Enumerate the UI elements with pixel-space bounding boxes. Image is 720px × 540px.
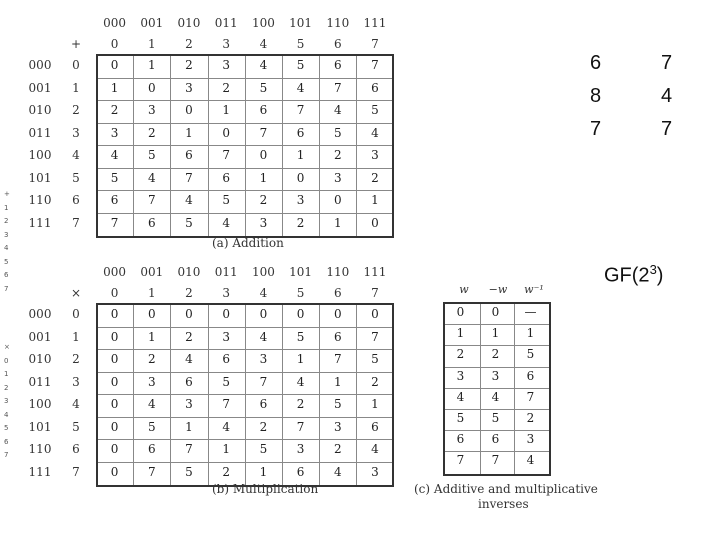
- row-binary-header: 010: [28, 103, 52, 117]
- row-decimal-header: 5: [72, 419, 80, 434]
- side-mark: +: [4, 190, 10, 198]
- table-cell: 6: [259, 397, 268, 411]
- column-binary-header: 001: [140, 265, 164, 279]
- inverse-cell: 5: [491, 411, 500, 425]
- side-mark: 3: [4, 230, 9, 239]
- grid-hline: [445, 430, 549, 431]
- table-cell: 5: [185, 464, 193, 479]
- column-decimal-header: 2: [185, 37, 193, 51]
- table-cell: 0: [296, 170, 305, 185]
- table-cell: 5: [147, 419, 156, 434]
- row-decimal-header: 0: [72, 58, 80, 72]
- table-cell: 1: [147, 329, 156, 344]
- table-cell: 2: [222, 464, 230, 479]
- table-cell: 3: [147, 374, 156, 389]
- table-cell: 2: [296, 397, 305, 411]
- row-binary-header: 001: [28, 329, 52, 344]
- inverse-cell: 4: [456, 389, 465, 404]
- table-cell: 3: [110, 125, 119, 140]
- table-cell: 1: [296, 352, 305, 366]
- table-cell: 0: [296, 307, 305, 321]
- table-cell: 0: [110, 58, 119, 72]
- column-decimal-header: 2: [185, 286, 193, 300]
- column-binary-header: 110: [326, 265, 350, 279]
- table-cell: 0: [110, 419, 119, 434]
- table-cell: 0: [110, 329, 119, 344]
- table-cell: 3: [296, 442, 305, 456]
- side-mark: ×: [4, 343, 10, 351]
- table-cell: 1: [110, 80, 119, 95]
- table-cell: 7: [333, 352, 342, 366]
- table-cell: 6: [259, 103, 268, 117]
- table-cell: 0: [185, 103, 193, 117]
- table-cell: 7: [222, 148, 230, 162]
- table-cell: 0: [110, 442, 119, 456]
- table-cell: 1: [296, 148, 305, 162]
- table-cell: 3: [147, 103, 156, 117]
- table-cell: 1: [185, 125, 193, 140]
- inverse-cell: 2: [526, 411, 535, 425]
- table-cell: 7: [371, 329, 379, 344]
- column-decimal-header: 0: [110, 286, 119, 300]
- row-decimal-header: 1: [72, 329, 80, 344]
- table-cell: 7: [147, 464, 156, 479]
- table-cell: 1: [222, 442, 230, 456]
- column-binary-header: 011: [214, 16, 238, 30]
- column-decimal-header: 7: [371, 286, 379, 300]
- table-cell: 2: [185, 329, 193, 344]
- table-cell: 6: [110, 193, 119, 207]
- inverse-cell: 7: [491, 453, 500, 468]
- inverse-column-header: w: [459, 283, 469, 296]
- inverse-column-header: −w: [488, 283, 508, 296]
- column-decimal-header: 3: [222, 37, 230, 51]
- table-cell: 0: [333, 193, 342, 207]
- column-binary-header: 111: [363, 265, 387, 279]
- table-cell: 6: [371, 80, 379, 95]
- table-cell: 5: [147, 148, 156, 162]
- grid-hline: [98, 213, 392, 214]
- table-cell: 5: [222, 374, 230, 389]
- table-cell: 1: [222, 103, 230, 117]
- side-mark: 7: [4, 284, 9, 293]
- column-decimal-header: 0: [110, 37, 119, 51]
- inverse-cell: 0: [491, 305, 500, 319]
- inverse-caption-line2: inverses: [478, 497, 529, 511]
- table-cell: 7: [147, 193, 156, 207]
- table-caption: (a) Addition: [212, 236, 284, 250]
- table-cell: 7: [185, 442, 193, 456]
- table-cell: 3: [371, 148, 379, 162]
- table-cell: 6: [296, 464, 305, 479]
- table-cell: 6: [222, 352, 230, 366]
- row-decimal-header: 0: [72, 307, 80, 321]
- side-mark: 5: [4, 257, 9, 266]
- table-cell: 1: [185, 419, 193, 434]
- table-cell: 7: [371, 58, 379, 72]
- inverse-cell: 1: [456, 326, 465, 341]
- column-binary-header: 000: [103, 265, 127, 279]
- table-cell: 0: [259, 307, 268, 321]
- table-cell: 0: [147, 307, 156, 321]
- overlay-number: 7: [590, 118, 602, 140]
- column-binary-header: 100: [251, 265, 275, 279]
- row-decimal-header: 7: [72, 464, 80, 479]
- operator-symbol: ×: [70, 286, 82, 300]
- table-cell: 1: [259, 464, 268, 479]
- table-caption: (b) Multiplication: [212, 482, 319, 496]
- table-cell: 4: [110, 148, 119, 162]
- column-decimal-header: 7: [371, 37, 379, 51]
- table-cell: 1: [371, 193, 379, 207]
- inverse-cell: —: [524, 305, 537, 319]
- side-mark: 7: [4, 451, 9, 459]
- side-mark: 1: [4, 370, 9, 378]
- table-cell: 4: [296, 80, 305, 95]
- row-decimal-header: 4: [72, 148, 80, 162]
- row-decimal-header: 6: [72, 193, 80, 207]
- table-cell: 1: [147, 58, 156, 72]
- grid-hline: [98, 145, 392, 146]
- column-decimal-header: 4: [259, 37, 268, 51]
- side-mark: 0: [4, 356, 9, 365]
- grid-hline: [98, 439, 392, 440]
- table-cell: 4: [333, 464, 342, 479]
- row-binary-header: 010: [28, 352, 52, 366]
- table-cell: 4: [259, 329, 268, 344]
- table-cell: 0: [185, 307, 193, 321]
- table-cell: 7: [259, 125, 268, 140]
- table-cell: 4: [259, 58, 268, 72]
- table-cell: 3: [222, 58, 230, 72]
- column-binary-header: 100: [251, 16, 275, 30]
- inverse-cell: 6: [491, 432, 500, 447]
- inverse-cell: 6: [456, 432, 465, 447]
- table-cell: 3: [259, 215, 268, 230]
- table-cell: 2: [110, 103, 119, 117]
- column-binary-header: 011: [214, 265, 238, 279]
- table-cell: 2: [147, 125, 156, 140]
- table-cell: 0: [110, 464, 119, 479]
- row-decimal-header: 2: [72, 103, 80, 117]
- grid-hline: [445, 388, 549, 389]
- row-decimal-header: 2: [72, 352, 80, 366]
- table-cell: 1: [259, 170, 268, 185]
- table-cell: 7: [185, 170, 193, 185]
- inverse-cell: 2: [456, 347, 465, 362]
- row-binary-header: 110: [28, 193, 52, 207]
- table-cell: 0: [110, 397, 119, 411]
- table-cell: 6: [296, 125, 305, 140]
- inverse-caption-line1: (c) Additive and multiplicative: [414, 482, 598, 496]
- row-decimal-header: 3: [72, 125, 80, 140]
- row-binary-header: 101: [28, 419, 52, 434]
- table-cell: 6: [222, 170, 230, 185]
- overlay-number: 6: [590, 52, 602, 74]
- row-binary-header: 100: [28, 397, 52, 411]
- grid-hline: [445, 324, 549, 325]
- side-mark: 6: [4, 437, 9, 446]
- overlay-number: 7: [661, 52, 673, 74]
- row-decimal-header: 1: [72, 80, 80, 95]
- grid-hline: [98, 462, 392, 463]
- row-binary-header: 110: [28, 442, 52, 456]
- row-binary-header: 001: [28, 80, 52, 95]
- inverse-cell: 5: [456, 411, 465, 425]
- table-cell: 7: [333, 80, 342, 95]
- table-cell: 2: [371, 374, 379, 389]
- table-cell: 5: [259, 442, 268, 456]
- table-cell: 0: [333, 307, 342, 321]
- row-decimal-header: 3: [72, 374, 80, 389]
- row-binary-header: 000: [28, 58, 52, 72]
- table-cell: 0: [110, 307, 119, 321]
- inverse-cell: 0: [456, 305, 465, 319]
- row-decimal-header: 4: [72, 397, 80, 411]
- column-binary-header: 010: [177, 265, 201, 279]
- table-cell: 4: [147, 397, 156, 411]
- field-label-close: ): [656, 264, 664, 287]
- overlay-number: 7: [661, 118, 673, 140]
- row-decimal-header: 7: [72, 215, 80, 230]
- table-cell: 2: [296, 215, 305, 230]
- table-cell: 6: [333, 329, 342, 344]
- grid-hline: [445, 451, 549, 452]
- inverse-cell: 1: [526, 326, 535, 341]
- table-cell: 3: [333, 419, 342, 434]
- table-cell: 6: [185, 148, 193, 162]
- grid-hline: [98, 168, 392, 169]
- column-binary-header: 000: [103, 16, 127, 30]
- side-mark: 4: [4, 244, 9, 252]
- table-cell: 0: [259, 148, 268, 162]
- row-binary-header: 011: [28, 125, 52, 140]
- row-decimal-header: 6: [72, 442, 80, 456]
- table-cell: 7: [259, 374, 268, 389]
- table-cell: 6: [147, 215, 156, 230]
- grid-hline: [98, 394, 392, 395]
- table-cell: 5: [371, 103, 379, 117]
- table-cell: 4: [222, 215, 230, 230]
- side-mark: 5: [4, 424, 9, 432]
- table-cell: 1: [333, 215, 342, 230]
- column-decimal-header: 6: [333, 37, 342, 51]
- column-decimal-header: 1: [147, 286, 156, 300]
- table-cell: 4: [147, 170, 156, 185]
- table-cell: 0: [110, 352, 119, 366]
- grid-hline: [445, 345, 549, 346]
- grid-hline: [98, 417, 392, 418]
- table-cell: 7: [296, 103, 305, 117]
- table-cell: 4: [333, 103, 342, 117]
- side-mark: 4: [4, 410, 9, 419]
- table-cell: 5: [222, 193, 230, 207]
- table-cell: 6: [333, 58, 342, 72]
- grid-hline: [445, 367, 549, 368]
- row-binary-header: 000: [28, 307, 52, 321]
- inverse-cell: 7: [526, 389, 535, 404]
- table-cell: 3: [371, 464, 379, 479]
- grid-hline: [445, 409, 549, 410]
- inverse-cell: 7: [456, 453, 465, 468]
- side-mark: 2: [4, 217, 9, 225]
- table-cell: 2: [333, 148, 342, 162]
- inverse-cell: 6: [526, 368, 535, 383]
- table-cell: 2: [333, 442, 342, 456]
- table-cell: 2: [259, 193, 268, 207]
- table-cell: 7: [110, 215, 119, 230]
- column-decimal-header: 1: [147, 37, 156, 51]
- table-cell: 0: [147, 80, 156, 95]
- row-binary-header: 111: [28, 464, 52, 479]
- column-binary-header: 101: [289, 16, 313, 30]
- column-binary-header: 111: [363, 16, 387, 30]
- table-cell: 3: [185, 80, 193, 95]
- table-cell: 5: [333, 125, 342, 140]
- table-cell: 5: [110, 170, 119, 185]
- inverse-cell: 3: [491, 368, 500, 383]
- table-cell: 1: [371, 397, 379, 411]
- table-cell: 5: [185, 215, 193, 230]
- overlay-number: 4: [661, 85, 673, 107]
- table-cell: 3: [296, 193, 305, 207]
- column-decimal-header: 3: [222, 286, 230, 300]
- table-cell: 4: [222, 419, 230, 434]
- table-cell: 0: [371, 307, 379, 321]
- table-cell: 5: [296, 329, 305, 344]
- table-cell: 0: [222, 125, 230, 140]
- table-cell: 0: [371, 215, 379, 230]
- table-cell: 4: [296, 374, 305, 389]
- table-cell: 4: [371, 442, 379, 456]
- table-cell: 6: [371, 419, 379, 434]
- column-decimal-header: 5: [296, 286, 305, 300]
- grid-hline: [98, 190, 392, 191]
- inverse-cell: 2: [491, 347, 500, 362]
- field-label-base: GF(2: [604, 264, 650, 287]
- table-cell: 0: [222, 307, 230, 321]
- operator-symbol: +: [70, 37, 82, 51]
- row-decimal-header: 5: [72, 170, 80, 185]
- inverse-cell: 4: [526, 453, 535, 468]
- side-mark: 1: [4, 203, 9, 212]
- field-label: [604, 262, 663, 288]
- row-binary-header: 101: [28, 170, 52, 185]
- column-binary-header: 001: [140, 16, 164, 30]
- column-decimal-header: 4: [259, 286, 268, 300]
- column-decimal-header: 5: [296, 37, 305, 51]
- table-cell: 5: [296, 58, 305, 72]
- table-cell: 2: [185, 58, 193, 72]
- table-cell: 5: [333, 397, 342, 411]
- table-cell: 5: [259, 80, 268, 95]
- table-cell: 7: [222, 397, 230, 411]
- table-cell: 4: [371, 125, 379, 140]
- table-cell: 2: [371, 170, 379, 185]
- table-cell: 0: [110, 374, 119, 389]
- inverse-cell: 5: [526, 347, 535, 362]
- inverse-cell: 3: [526, 432, 535, 447]
- table-cell: 6: [147, 442, 156, 456]
- table-cell: 4: [185, 352, 193, 366]
- inverse-cell: 4: [491, 389, 500, 404]
- table-cell: 4: [185, 193, 193, 207]
- column-binary-header: 010: [177, 16, 201, 30]
- column-binary-header: 110: [326, 16, 350, 30]
- overlay-number: 8: [590, 85, 602, 107]
- row-binary-header: 100: [28, 148, 52, 162]
- table-cell: 1: [333, 374, 342, 389]
- side-mark: 6: [4, 271, 9, 279]
- table-cell: 3: [222, 329, 230, 344]
- row-binary-header: 011: [28, 374, 52, 389]
- table-cell: 2: [147, 352, 156, 366]
- table-cell: 6: [185, 374, 193, 389]
- table-cell: 3: [333, 170, 342, 185]
- side-mark: 3: [4, 397, 9, 405]
- inverse-column-header: w⁻¹: [524, 283, 544, 296]
- table-cell: 5: [371, 352, 379, 366]
- inverse-cell: 1: [491, 326, 500, 341]
- row-binary-header: 111: [28, 215, 52, 230]
- table-cell: 2: [222, 80, 230, 95]
- field-label-exponent: 3: [649, 262, 657, 277]
- table-cell: 3: [185, 397, 193, 411]
- table-cell: 3: [259, 352, 268, 366]
- inverse-cell: 3: [456, 368, 465, 383]
- side-mark: 2: [4, 383, 9, 392]
- table-cell: 2: [259, 419, 268, 434]
- column-binary-header: 101: [289, 265, 313, 279]
- column-decimal-header: 6: [333, 286, 342, 300]
- table-cell: 7: [296, 419, 305, 434]
